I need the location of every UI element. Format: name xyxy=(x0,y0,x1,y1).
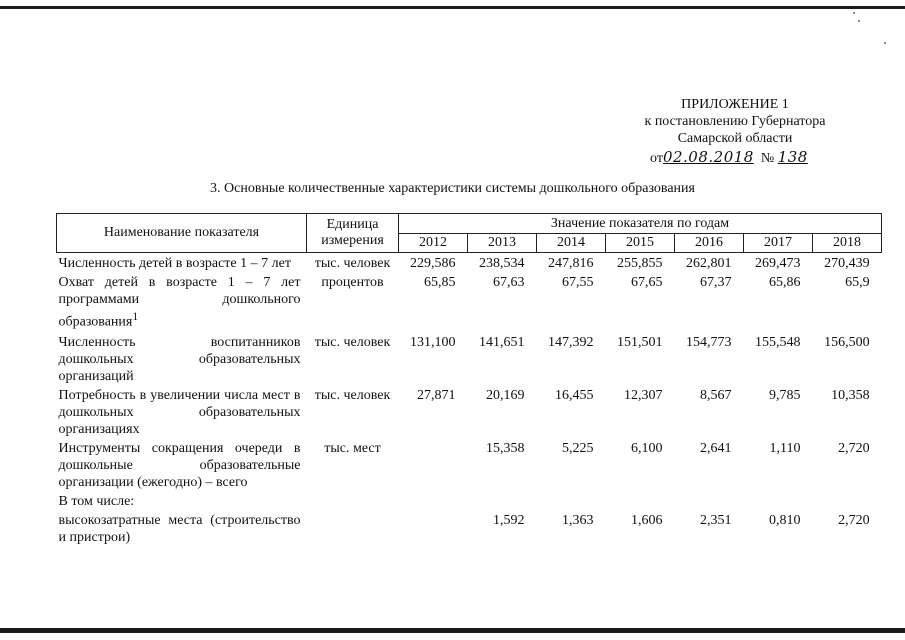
row-unit: тыс. человек xyxy=(314,387,391,403)
row-value: 2,720 xyxy=(838,512,870,528)
table-row xyxy=(57,385,882,438)
row-value: 131,100 xyxy=(410,334,456,350)
scan-edge-top xyxy=(0,6,905,9)
row-value xyxy=(399,438,468,491)
row-unit xyxy=(307,510,399,546)
row-value: 151,501 xyxy=(617,334,663,350)
handwritten-date: 02.08.2018 xyxy=(662,148,754,166)
row-value: 1,592 xyxy=(493,512,525,528)
row-value xyxy=(468,491,537,510)
section-title: 3. Основные количественные характеристики системы дошкольного образования xyxy=(210,181,695,196)
header-unit-line1: Единица xyxy=(326,217,379,232)
row-value: 0,810 xyxy=(769,512,801,528)
row-value: 269,473 xyxy=(755,256,801,271)
header-unit-line2: измерения xyxy=(321,233,384,248)
row-value: 1,606 xyxy=(631,512,663,528)
table-row xyxy=(57,510,882,546)
row-indicator-name: Потребность в увеличении числа мест в дошкольных образовательных организациях xyxy=(58,387,301,437)
table-header xyxy=(57,214,882,253)
appendix-block xyxy=(600,96,870,147)
table-row xyxy=(57,491,882,510)
row-value xyxy=(813,491,882,510)
appendix-line-decree: к постановлению Губернатора xyxy=(644,114,826,129)
row-value: 1,110 xyxy=(769,440,801,456)
table-row xyxy=(57,331,882,385)
row-indicator-name: В том числе: xyxy=(58,493,135,509)
appendix-title: ПРИЛОЖЕНИЕ 1 xyxy=(681,97,789,112)
row-unit: процентов xyxy=(321,275,384,290)
header-year: 2015 xyxy=(606,234,675,253)
row-value xyxy=(399,510,468,546)
row-value: 2,720 xyxy=(838,440,870,456)
row-value: 238,534 xyxy=(479,256,525,271)
row-value: 156,500 xyxy=(824,334,870,350)
row-value: 1,363 xyxy=(562,512,594,528)
row-indicator-name: Численность воспитанников дошкольных образовательных организаций xyxy=(58,334,301,384)
header-indicator-name: Наименование показателя xyxy=(57,214,307,253)
scan-speck xyxy=(853,12,855,14)
row-unit: тыс. человек xyxy=(314,256,391,271)
header-year: 2012 xyxy=(399,234,468,253)
row-value: 6,100 xyxy=(631,440,663,456)
row-value: 270,439 xyxy=(824,256,870,271)
row-indicator-name xyxy=(57,272,307,331)
row-value: 262,801 xyxy=(686,256,732,271)
row-value: 65,9 xyxy=(845,275,870,290)
row-value xyxy=(606,491,675,510)
footnote-marker: 1 xyxy=(132,310,139,323)
row-value: 229,586 xyxy=(410,256,456,271)
row-value: 255,855 xyxy=(617,256,663,271)
row-value: 9,785 xyxy=(769,387,801,403)
row-value xyxy=(537,491,606,510)
row-indicator-name-text: Охват детей в возрасте 1 – 7 лет программами дошкольного образования xyxy=(58,275,301,330)
row-value: 2,641 xyxy=(700,440,732,456)
indicators-table xyxy=(56,213,882,546)
table-row xyxy=(57,272,882,331)
scan-speck xyxy=(858,20,860,22)
row-value: 8,567 xyxy=(700,387,732,403)
row-unit: тыс. человек xyxy=(314,334,391,350)
row-value: 65,86 xyxy=(769,275,801,290)
table-row xyxy=(57,253,882,273)
scan-edge-bottom xyxy=(0,628,905,633)
row-value: 10,358 xyxy=(831,387,870,403)
table-row xyxy=(57,438,882,491)
date-prefix: от xyxy=(650,151,663,166)
row-value: 67,63 xyxy=(493,275,525,290)
header-year: 2017 xyxy=(744,234,813,253)
row-unit xyxy=(307,491,399,510)
handwritten-number: 138 xyxy=(777,148,808,166)
header-values-group: Значение показателя по годам xyxy=(399,214,882,234)
header-year: 2018 xyxy=(813,234,882,253)
row-value: 147,392 xyxy=(548,334,594,350)
header-year: 2013 xyxy=(468,234,537,253)
row-value xyxy=(744,491,813,510)
number-prefix: № xyxy=(760,151,775,166)
scan-speck xyxy=(884,42,886,44)
row-value xyxy=(399,491,468,510)
row-value: 155,548 xyxy=(755,334,801,350)
row-value: 15,358 xyxy=(486,440,525,456)
row-indicator-name: Инструменты сокращения очереди в дошкольные образовательные организации (ежегодно) – всего xyxy=(58,440,301,490)
row-value: 27,871 xyxy=(417,387,456,403)
row-value: 5,225 xyxy=(562,440,594,456)
row-value: 67,55 xyxy=(562,275,594,290)
header-year: 2016 xyxy=(675,234,744,253)
row-value: 141,651 xyxy=(479,334,525,350)
header-unit xyxy=(307,214,399,253)
row-value: 12,307 xyxy=(624,387,663,403)
row-value: 65,85 xyxy=(424,275,456,290)
appendix-line-region: Самарской области xyxy=(677,131,793,146)
decree-date-line xyxy=(650,148,808,167)
row-value: 247,816 xyxy=(548,256,594,271)
table-body xyxy=(57,253,882,546)
row-unit: тыс. мест xyxy=(324,440,381,456)
header-year: 2014 xyxy=(537,234,606,253)
row-value xyxy=(675,491,744,510)
row-value: 2,351 xyxy=(700,512,732,528)
row-value: 154,773 xyxy=(686,334,732,350)
row-indicator-name: Численность детей в возрасте 1 – 7 лет xyxy=(58,256,291,271)
row-value: 67,37 xyxy=(700,275,732,290)
row-indicator-name: высокозатратные места (строительство и пристрои) xyxy=(58,512,301,545)
row-value: 67,65 xyxy=(631,275,663,290)
row-value: 20,169 xyxy=(486,387,525,403)
row-value: 16,455 xyxy=(555,387,594,403)
